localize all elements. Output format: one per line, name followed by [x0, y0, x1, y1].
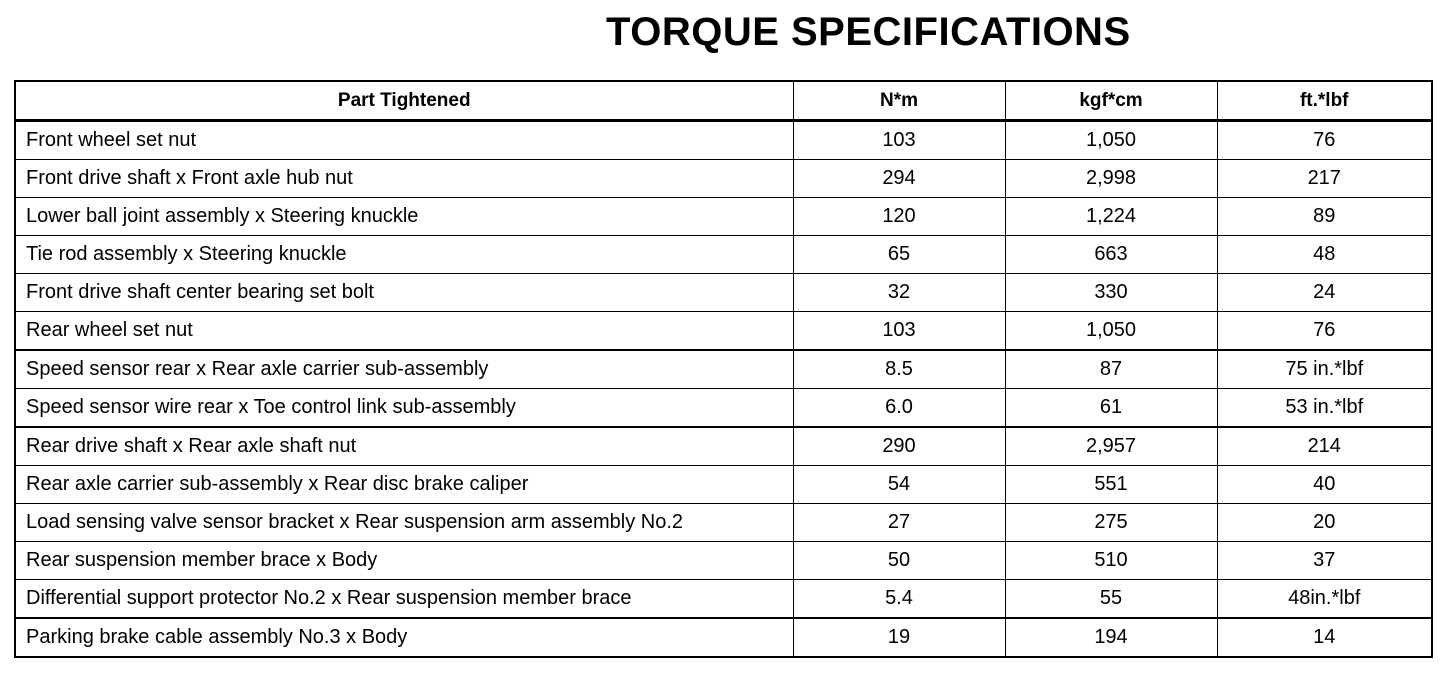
ftlbf-cell: 40 [1217, 466, 1432, 504]
part-name-cell: Front wheel set nut [15, 121, 793, 160]
ftlbf-cell: 48in.*lbf [1217, 580, 1432, 619]
part-name-cell: Tie rod assembly x Steering knuckle [15, 236, 793, 274]
table-row [15, 618, 1432, 657]
kgfcm-cell: 61 [1005, 389, 1217, 428]
kgfcm-cell: 330 [1005, 274, 1217, 312]
table-row [15, 504, 1432, 542]
table-header-row [15, 81, 1432, 121]
kgfcm-cell: 1,050 [1005, 121, 1217, 160]
nm-cell: 54 [793, 466, 1005, 504]
part-name-cell: Rear wheel set nut [15, 312, 793, 351]
nm-cell: 8.5 [793, 350, 1005, 389]
ftlbf-cell: 75 in.*lbf [1217, 350, 1432, 389]
ftlbf-cell: 217 [1217, 160, 1432, 198]
column-header-nm: N*m [793, 81, 1005, 121]
kgfcm-cell: 194 [1005, 618, 1217, 657]
torque-spec-table [14, 80, 1433, 658]
ftlbf-cell: 37 [1217, 542, 1432, 580]
part-name-cell: Rear suspension member brace x Body [15, 542, 793, 580]
part-name-cell: Front drive shaft center bearing set bolt [15, 274, 793, 312]
page-title: TORQUE SPECIFICATIONS [606, 10, 1131, 54]
kgfcm-cell: 2,998 [1005, 160, 1217, 198]
table-row [15, 236, 1432, 274]
nm-cell: 27 [793, 504, 1005, 542]
nm-cell: 50 [793, 542, 1005, 580]
kgfcm-cell: 551 [1005, 466, 1217, 504]
table-row [15, 466, 1432, 504]
kgfcm-cell: 87 [1005, 350, 1217, 389]
table-row [15, 389, 1432, 428]
nm-cell: 5.4 [793, 580, 1005, 619]
kgfcm-cell: 663 [1005, 236, 1217, 274]
kgfcm-cell: 55 [1005, 580, 1217, 619]
table-row [15, 580, 1432, 619]
nm-cell: 103 [793, 121, 1005, 160]
ftlbf-cell: 214 [1217, 427, 1432, 466]
column-header-kgfcm: kgf*cm [1005, 81, 1217, 121]
nm-cell: 32 [793, 274, 1005, 312]
part-name-cell: Parking brake cable assembly No.3 x Body [15, 618, 793, 657]
part-name-cell: Rear drive shaft x Rear axle shaft nut [15, 427, 793, 466]
column-header-part: Part Tightened [15, 81, 793, 121]
kgfcm-cell: 1,224 [1005, 198, 1217, 236]
ftlbf-cell: 20 [1217, 504, 1432, 542]
table-row [15, 350, 1432, 389]
table-row [15, 542, 1432, 580]
part-name-cell: Differential support protector No.2 x Rear suspension member brace [15, 580, 793, 619]
kgfcm-cell: 1,050 [1005, 312, 1217, 351]
kgfcm-cell: 2,957 [1005, 427, 1217, 466]
ftlbf-cell: 14 [1217, 618, 1432, 657]
kgfcm-cell: 510 [1005, 542, 1217, 580]
ftlbf-cell: 76 [1217, 121, 1432, 160]
column-header-ftlbf: ft.*lbf [1217, 81, 1432, 121]
table-row [15, 121, 1432, 160]
nm-cell: 65 [793, 236, 1005, 274]
nm-cell: 19 [793, 618, 1005, 657]
table-row [15, 198, 1432, 236]
ftlbf-cell: 89 [1217, 198, 1432, 236]
part-name-cell: Speed sensor rear x Rear axle carrier sub-assembly [15, 350, 793, 389]
part-name-cell: Lower ball joint assembly x Steering knuckle [15, 198, 793, 236]
nm-cell: 294 [793, 160, 1005, 198]
kgfcm-cell: 275 [1005, 504, 1217, 542]
part-name-cell: Front drive shaft x Front axle hub nut [15, 160, 793, 198]
part-name-cell: Rear axle carrier sub-assembly x Rear disc brake caliper [15, 466, 793, 504]
table-row [15, 312, 1432, 351]
nm-cell: 103 [793, 312, 1005, 351]
table-row [15, 427, 1432, 466]
part-name-cell: Speed sensor wire rear x Toe control link sub-assembly [15, 389, 793, 428]
nm-cell: 120 [793, 198, 1005, 236]
ftlbf-cell: 76 [1217, 312, 1432, 351]
ftlbf-cell: 53 in.*lbf [1217, 389, 1432, 428]
ftlbf-cell: 24 [1217, 274, 1432, 312]
table-row [15, 160, 1432, 198]
nm-cell: 6.0 [793, 389, 1005, 428]
ftlbf-cell: 48 [1217, 236, 1432, 274]
part-name-cell: Load sensing valve sensor bracket x Rear suspension arm assembly No.2 [15, 504, 793, 542]
nm-cell: 290 [793, 427, 1005, 466]
table-row [15, 274, 1432, 312]
